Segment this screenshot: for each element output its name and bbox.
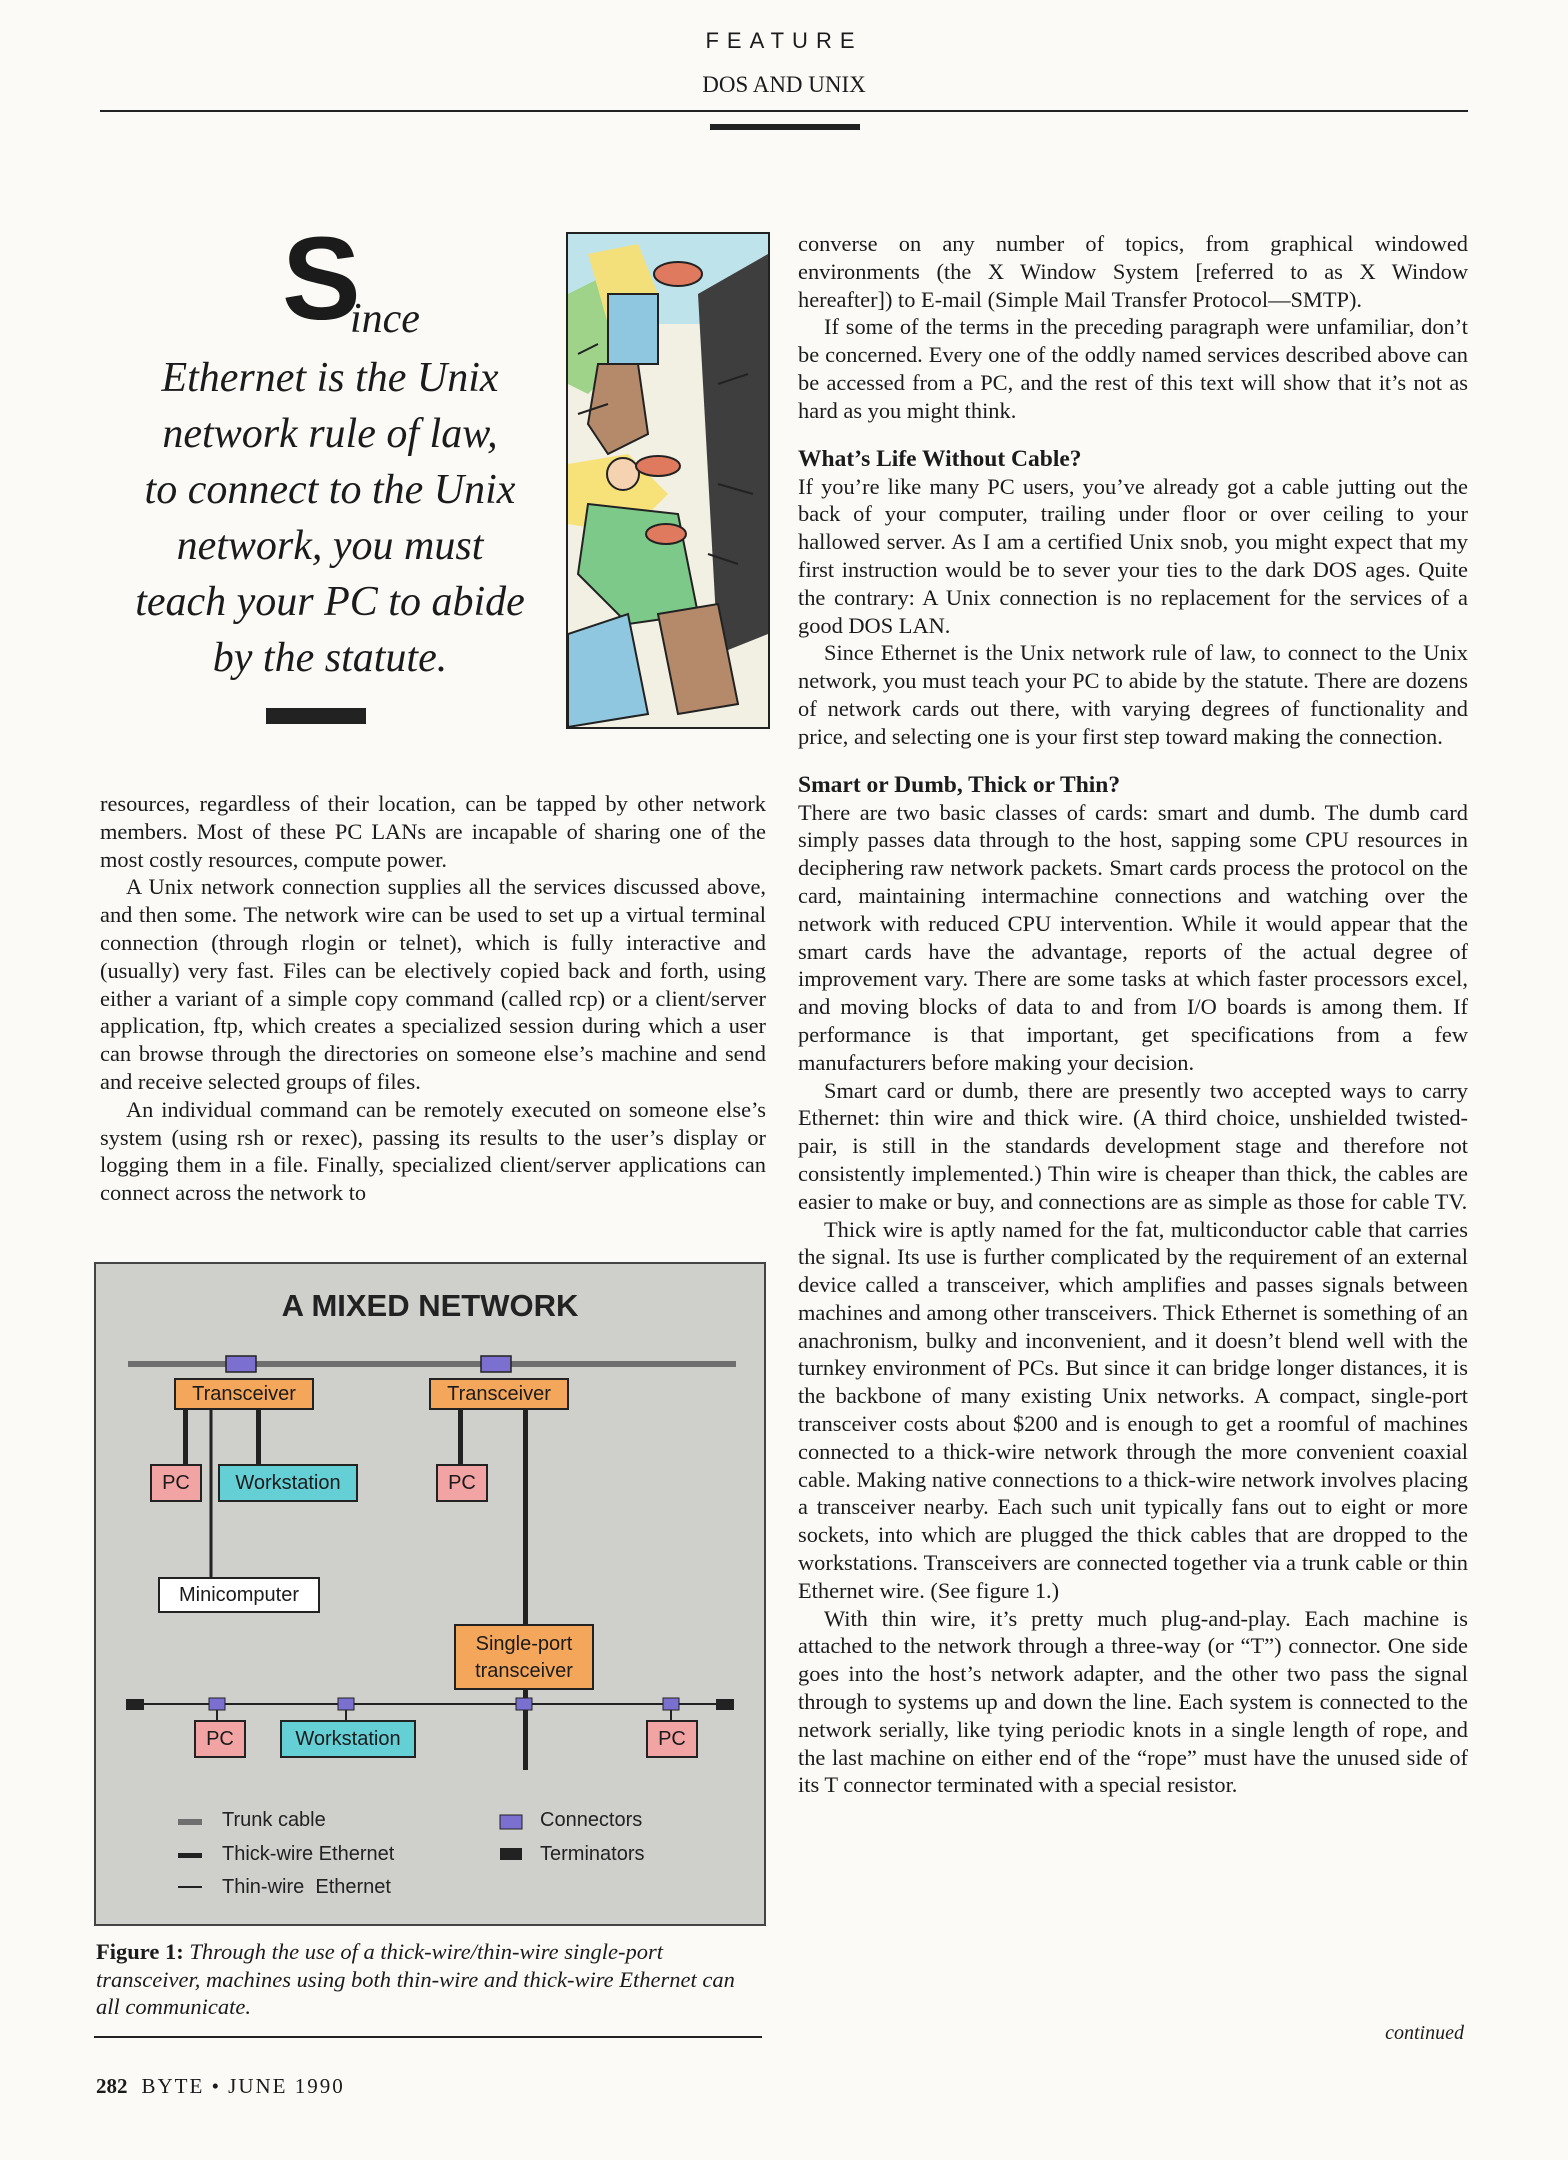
connector [663, 1698, 679, 1710]
thick-wire [523, 1408, 528, 1770]
body-paragraph: resources, regardless of their location, can be tapped by other network members. Most of these PC LANs are incapable of sharing one of the most costly resources, compute power. [100, 791, 766, 872]
body-paragraph: converse on any number of topics, from graphical windowed environments (the X Window System [referred to as X Window hereafter]) to E-mail (Simple Mail Transfer Protocol—SMTP). [798, 231, 1468, 312]
pullquote-first-word: ince [350, 296, 420, 342]
pc-box: PC [194, 1720, 246, 1758]
body-paragraph: Since Ethernet is the Unix network rule of law, to connect to the Unix network, you must teach your PC to abide by the statute. There are dozens of network cards out there, with varying degrees of functionality and price, and selecting one is your first step toward making the connection. [798, 640, 1468, 749]
legend-thick: Thick-wire Ethernet [222, 1843, 395, 1865]
pullquote-line: Ethernet is the Unix [161, 355, 499, 401]
body-paragraph: If you’re like many PC users, you’ve already got a cable jutting out the back of your computer, trailing under floor or over ceiling to your hallowed server. As I am a certified Unix snob, you might expect that my first instruction would be to sever your ties to the dark DOS ages. Quite the contrary: A Unix connection is no replacement for the services of a good DOS LAN. [798, 473, 1468, 638]
body-paragraph: An individual command can be remotely executed on someone else’s system (using rsh or rexec), passing its results to the user’s display or logging them in a file. Finally, specialized client/server applications can connect across the network to [100, 1096, 766, 1206]
legend-thin: Thin-wire Ethernet [222, 1876, 391, 1898]
single-port-label-line: Single-port [475, 1633, 573, 1655]
legend-swatch-thick [178, 1853, 202, 1858]
legend-swatch-terminators [500, 1848, 522, 1860]
workstation-box: Workstation [280, 1720, 416, 1758]
single-port-label-line: transceiver [475, 1660, 573, 1682]
body-paragraph: There are two basic classes of cards: smart and dumb. The dumb card simply passes data through to the host, sapping some CPU resources in deciphering raw network packets. Smart cards process the protocol on the card, maintaining intermachine connections and watching over the network with reduced CPU intervention. While it would appear that the smart cards have the advantage, reports of the actual degree of improvement vary. There are some tasks at which faster processors excel, and moving blocks of data to and from I/O boards is among them. If performance is that important, get specifications from a few manufacturers before making your decision. [798, 799, 1468, 1075]
connector [226, 1356, 256, 1372]
illustration [566, 232, 770, 729]
connector [338, 1698, 354, 1710]
pullquote [100, 350, 560, 686]
terminator [716, 1699, 734, 1710]
trunk-cable [128, 1361, 736, 1367]
workstation-box: Workstation [218, 1464, 358, 1502]
header-rule [100, 110, 1468, 112]
connector [209, 1698, 225, 1710]
pullquote-line: teach your PC to abide [135, 579, 525, 625]
pullquote-line: by the statute. [212, 635, 448, 681]
publication-line: BYTE • JUNE 1990 [141, 2074, 345, 2098]
header-bar [710, 124, 860, 130]
section-title: DOS AND UNIX [702, 72, 866, 97]
subheading: What’s Life Without Cable? [798, 445, 1082, 472]
illustration-art [568, 234, 768, 727]
transceiver-box: Transceiver [174, 1378, 314, 1410]
right-column-text [798, 230, 1468, 1799]
diagram-title: A MIXED NETWORK [281, 1288, 579, 1323]
legend-swatch-trunk [178, 1819, 202, 1825]
page-number: 282 [96, 2074, 128, 2098]
pullquote-line: network, you must [176, 523, 484, 569]
caption-text: Through the use of a thick-wire/thin-wire single-port transceiver, machines using both thin-wire and thick-wire Ethernet can all communicate. [96, 1939, 735, 2019]
connector [516, 1698, 532, 1710]
figure-caption [96, 1938, 762, 2021]
pc-box: PC [150, 1464, 202, 1502]
left-column-text [100, 790, 766, 1207]
legend-terminators: Terminators [540, 1843, 645, 1865]
page-footer [96, 2074, 345, 2099]
continued-note: continued [1385, 2022, 1464, 2044]
feature-kicker: FEATURE [705, 28, 863, 53]
single-port-transceiver-box [454, 1624, 594, 1690]
thick-wire [256, 1408, 261, 1466]
pc-box: PC [646, 1720, 698, 1758]
legend-connectors: Connectors [540, 1809, 643, 1831]
subheading: Smart or Dumb, Thick or Thin? [798, 771, 1121, 798]
thick-wire [183, 1408, 188, 1466]
thick-wire [458, 1408, 463, 1466]
body-paragraph: Thick wire is aptly named for the fat, multiconductor cable that carries the signal. Its use is further complicated by the requirement of an external device called a transceiver, which amplifies and passes signals between machines and among other transceivers. Thick Ethernet is something of an anachronism, bulky and inconvenient, and it doesn’t blend well with the turnkey environment of PCs. But since it can bridge longer distances, it is the backbone of many existing Unix networks. A compact, single-port transceiver costs about $200 and is enough to get a roomful of machines connected to a thick-wire network through the more convenient coaxial cable. Making native connections to a thick-wire network involves placing a transceiver nearby. Each such unit typically fans out to eight or more sockets, into which are plugged the thick cables that are dropped to the workstations. Transceivers are connected together via a trunk cable or thin Ethernet wire. (See figure 1.) [798, 1216, 1468, 1603]
transceiver-box: Transceiver [429, 1378, 569, 1410]
connector [481, 1356, 511, 1372]
pullquote-line: network rule of law, [162, 411, 498, 457]
pullquote-bar [266, 708, 366, 724]
drop-cap: S [282, 213, 361, 345]
minicomputer-box: Minicomputer [158, 1577, 320, 1613]
body-paragraph: If some of the terms in the preceding paragraph were unfamiliar, don’t be concerned. Every one of the oddly named services described above can be accessed from a PC, and the rest of this text will show that it’s not as hard as you might think. [798, 314, 1468, 423]
legend-swatch-connectors [500, 1815, 522, 1829]
caption-label: Figure 1: [96, 1939, 184, 1964]
body-paragraph: A Unix network connection supplies all the services discussed above, and then some. The network wire can be used to set up a virtual terminal connection (through rlogin or telnet), which is fully interactive and (usually) very fast. Files can be electively copied back and forth, using either a variant of a simple copy command (called rcp) or a client/server application, ftp, which creates a specialized session during which a user can browse through the directories on someone else’s machine and send and receive selected groups of files. [100, 874, 766, 1094]
body-paragraph: With thin wire, it’s pretty much plug-and-play. Each machine is attached to the network through a three-way (or “T”) connector. One side goes into the host’s network adapter, and the other two pass the signal through to systems up and down the line. Each system is connected to the network serially, like tying periodic knots in a single length of rope, and the last machine on either end of the “rope” must have the unused side of its T connector terminated with a special resistor. [798, 1605, 1468, 1798]
network-diagram [94, 1262, 766, 1926]
caption-rule [94, 2036, 762, 2038]
body-paragraph: Smart card or dumb, there are presently two accepted ways to carry Ethernet: thin wire and thick wire. (A third choice, unshielded twisted-pair, is still in the standards development stage and therefore not consistently implemented.) Thin wire is cheaper than thick, the cables are easier to make or buy, and connections are as simple as those for cable TV. [798, 1077, 1468, 1214]
pc-box: PC [436, 1464, 488, 1502]
pullquote-line: to connect to the Unix [144, 467, 516, 513]
terminator [126, 1699, 144, 1710]
legend-trunk: Trunk cable [222, 1809, 326, 1831]
